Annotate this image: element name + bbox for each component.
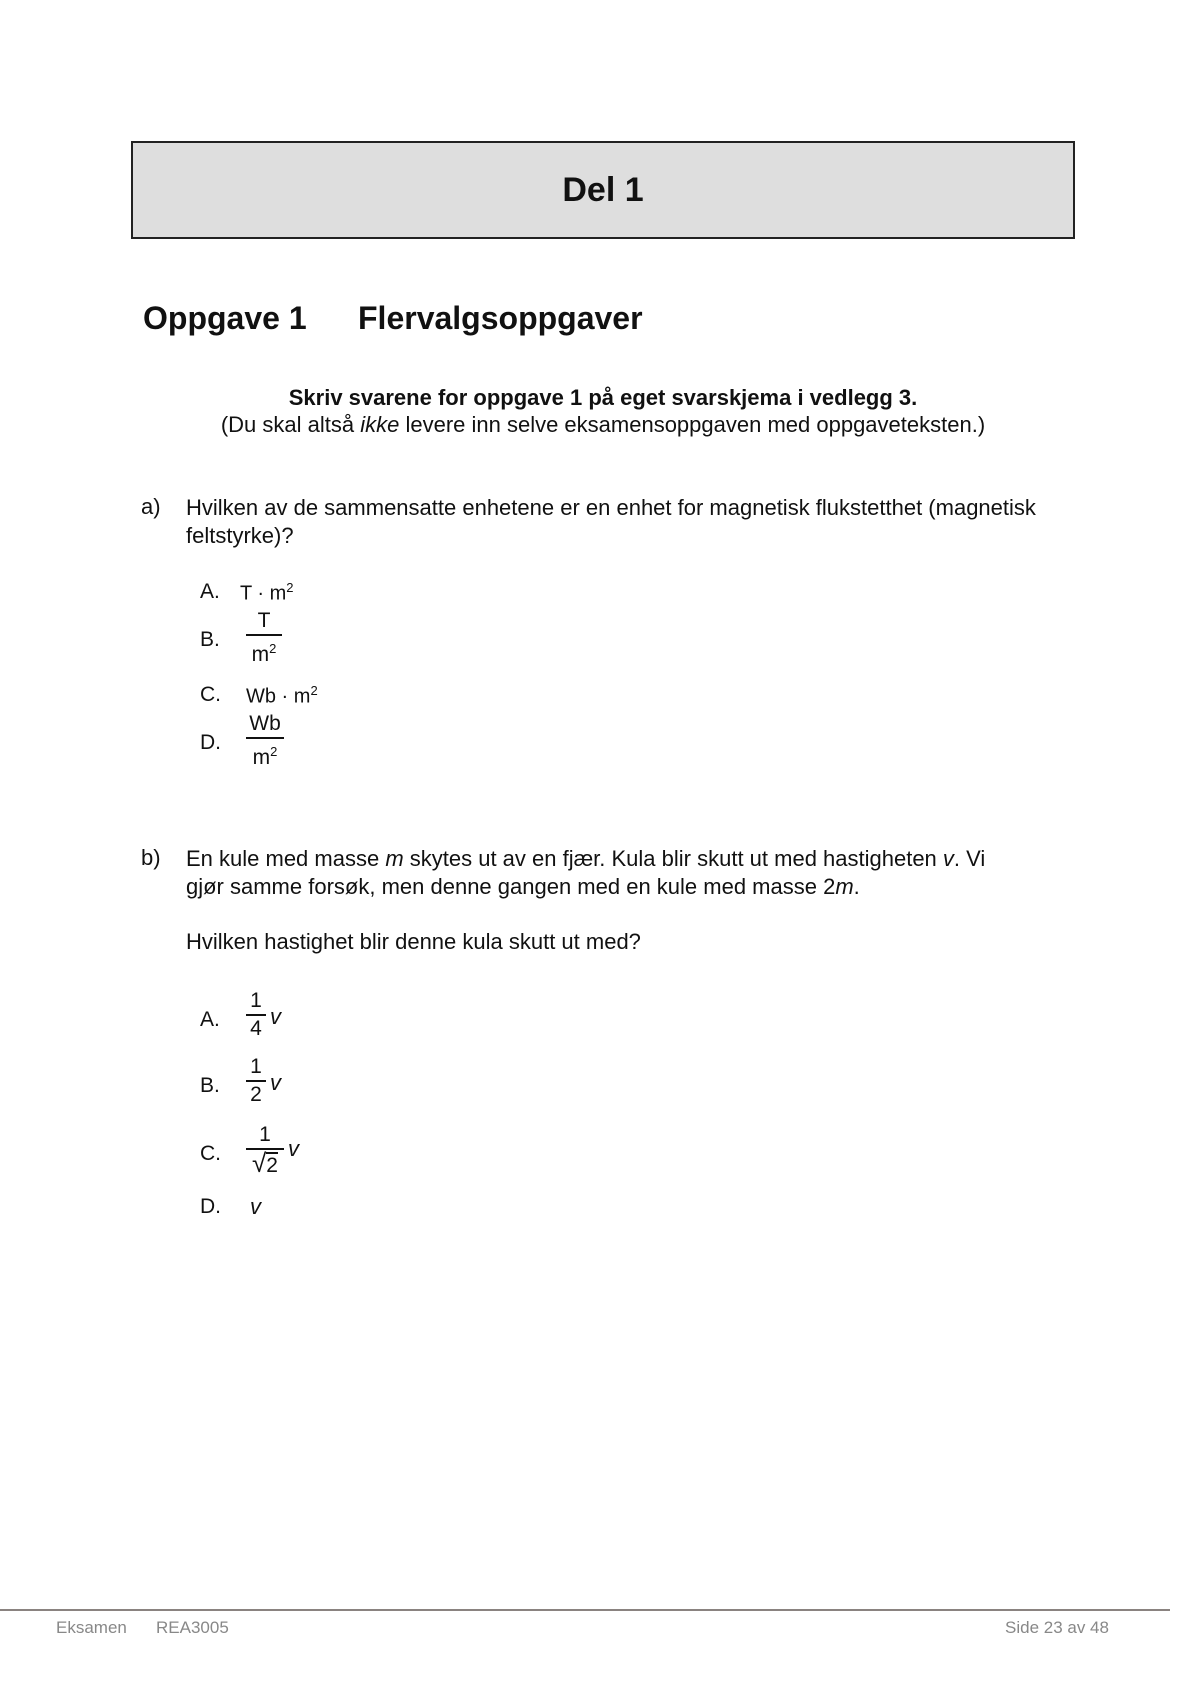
option-b-a-var: v (270, 1004, 281, 1029)
option-b-b-numerator: 1 (250, 1055, 262, 1078)
option-b-c-letter: C. (200, 1142, 221, 1165)
option-a-d-denominator-wrap (253, 739, 278, 771)
option-a-c-exp: 2 (310, 683, 318, 698)
option-a-b-fraction (246, 608, 282, 668)
footer-course-code: REA3005 (156, 1618, 229, 1637)
option-a-a-exp: 2 (286, 580, 294, 595)
instruction-bold: Skriv svarene for oppgave 1 på eget svarskjema i vedlegg 3. (288, 385, 918, 410)
footer-divider (0, 1609, 1170, 1611)
option-a-a-base: T · m (240, 582, 287, 605)
q-b-text-4: gjør samme forsøk, men denne gangen med en kule med masse 2 (186, 874, 836, 899)
var-m: m (835, 874, 854, 899)
footer-exam: Eksamen (56, 1618, 127, 1637)
q-b-text-1: En kule med masse (186, 846, 386, 871)
task-heading (143, 300, 643, 337)
option-b-c-denominator: 2 (266, 1154, 278, 1177)
question-b-label: b) (141, 845, 161, 870)
q-b-text-3: . Vi (953, 846, 986, 871)
question-b-line-2 (186, 873, 1066, 901)
option-b-d-letter: D. (200, 1195, 221, 1218)
option-a-d-fraction (246, 711, 284, 771)
instruction-note (131, 412, 1075, 438)
var-m: m (385, 846, 404, 871)
question-b-prompt: Hvilken hastighet blir denne kula skutt ut med? (186, 929, 641, 954)
option-b-c-numerator: 1 (259, 1123, 271, 1146)
option-b-b-denominator: 2 (250, 1083, 262, 1106)
option-b-a-numerator: 1 (250, 989, 262, 1012)
option-a-c-base: Wb · m (246, 685, 311, 708)
var-v: v (942, 846, 954, 871)
option-b-a-letter: A. (200, 1008, 220, 1031)
radical-sign: √ (252, 1148, 267, 1178)
option-b-b-var: v (270, 1070, 281, 1095)
option-a-b-denominator: m (251, 643, 270, 666)
question-b-text (186, 845, 1066, 956)
option-a-c-value (246, 683, 318, 709)
note-text-2: levere inn selve eksamensoppgaven med oppgaveteksten.) (399, 412, 986, 437)
option-a-d-denominator: m (252, 746, 271, 769)
task-title: Flervalgsoppgaver (358, 300, 643, 336)
option-a-c-letter: C. (200, 683, 221, 706)
section-title-box (131, 141, 1075, 239)
option-b-b-fraction (246, 1054, 266, 1108)
option-a-a-value (240, 580, 294, 606)
question-a-text: Hvilken av de sammensatte enhetene er en enhet for magnetisk flukstetthet (magnetisk feltstyrke)? (186, 495, 1036, 548)
q-b-text-5: . (853, 874, 860, 899)
footer-page-number: Side 23 av 48 (1005, 1618, 1109, 1637)
option-a-d-exp: 2 (270, 744, 278, 759)
option-a-b-letter: B. (200, 628, 220, 651)
option-b-c-fraction (246, 1122, 284, 1179)
question-a-label: a) (141, 494, 161, 519)
option-a-b-numerator: T (257, 609, 271, 632)
task-number: Oppgave 1 (143, 300, 307, 336)
option-a-a-letter: A. (200, 580, 220, 603)
option-a-d-letter: D. (200, 731, 221, 754)
section-title: Del 1 (562, 170, 644, 209)
option-a-b-exp: 2 (269, 641, 277, 656)
option-a-d-numerator: Wb (249, 712, 281, 735)
question-b-line-1 (186, 845, 1066, 873)
option-b-c-var: v (288, 1136, 299, 1161)
option-b-b-letter: B. (200, 1074, 220, 1097)
option-a-b-denominator-wrap (252, 636, 277, 668)
option-b-a-fraction (246, 988, 266, 1042)
note-italic: ikke (360, 412, 400, 437)
note-text-1: (Du skal altså (220, 412, 361, 437)
option-b-c-denominator-wrap (252, 1150, 278, 1179)
option-b-a-denominator: 4 (250, 1017, 262, 1040)
q-b-text-2: skytes ut av en fjær. Kula blir skutt ut med hastigheten (403, 846, 943, 871)
option-b-d-var: v (250, 1194, 261, 1219)
